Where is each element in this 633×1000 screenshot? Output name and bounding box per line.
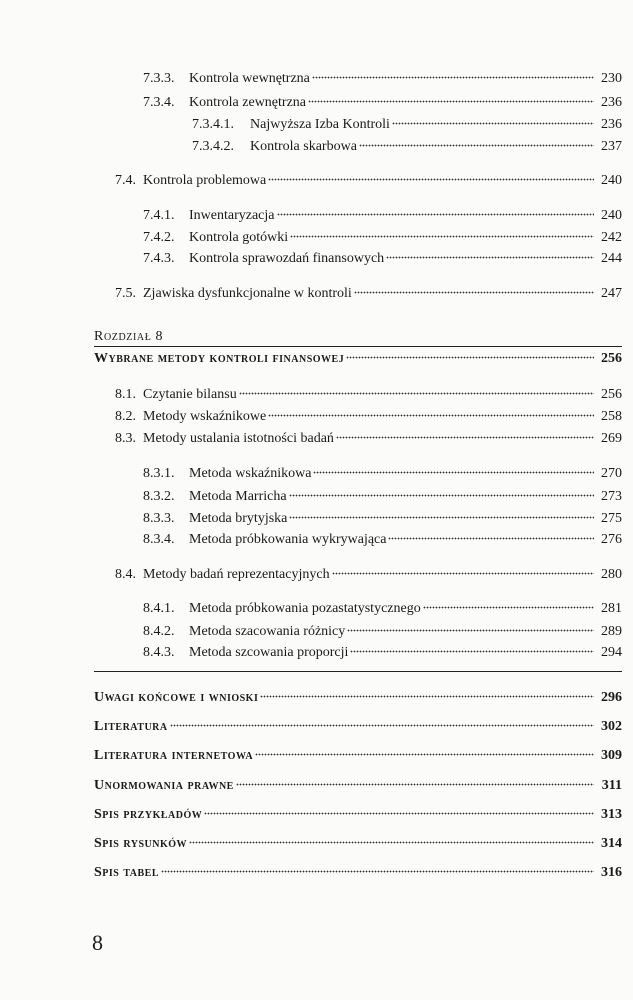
toc-entry-page: 236 [601,117,622,132]
toc-entry-number: 8.4.2. [143,624,175,639]
dot-leader [289,515,594,519]
dot-leader [347,628,594,632]
toc-entry-page: 247 [601,286,622,301]
toc-entry-title: Metoda próbkowania wykrywająca [189,532,387,547]
toc-entry-page: 240 [601,208,622,223]
toc-entry-title: Metoda Marricha [189,489,287,504]
toc-entry [143,600,622,618]
toc-entry-title: Kontrola skarbowa [250,139,357,154]
dot-leader [423,605,594,609]
dot-leader [313,470,594,474]
dot-leader [332,571,594,575]
toc-entry [143,229,622,247]
chapter-title: Wybrane metody kontroli finansowej [94,351,345,366]
toc-entry-page: 270 [601,466,622,481]
toc-entry [143,250,622,268]
toc-entry [143,623,622,641]
dot-leader [386,255,594,259]
back-matter-page: 296 [601,690,622,705]
toc-entry-number: 8.3.4. [143,532,175,547]
toc-entry-number: 8.3.1. [143,466,175,481]
toc-entry-title: Inwentaryzacja [189,208,275,223]
toc-entry-number: 7.4.3. [143,251,175,266]
toc-entry-page: 244 [601,251,622,266]
toc-entry-page: 294 [601,645,622,660]
toc-entry [143,644,622,662]
dot-leader [392,121,594,125]
toc-entry-page: 289 [601,624,622,639]
toc-entry-number: 8.3.2. [143,489,175,504]
dot-leader [189,840,594,844]
toc-entry-title: Metoda szacowania różnicy [189,624,346,639]
toc-entry-number: 7.4. [115,173,136,188]
toc-entry-title: Najwyższa Izba Kontroli [250,117,390,132]
toc-entry [143,94,622,112]
toc-entry-title: Metoda szcowania proporcji [189,645,349,660]
toc-entry-page: 275 [601,511,622,526]
toc-entry-page: 281 [601,601,622,616]
dot-leader [354,290,594,294]
dot-leader [336,435,594,439]
dot-leader [239,391,594,395]
dot-leader [308,99,594,103]
chapter-rule [94,346,622,347]
dot-leader [161,869,594,873]
dot-leader [268,177,594,181]
toc-entry-page: 256 [601,387,622,402]
back-matter-title: Unormowania prawne [94,778,234,793]
page-number: 8 [92,930,103,955]
toc-entry-page: 240 [601,173,622,188]
toc-entry-page: 276 [601,532,622,547]
toc-entry [143,488,622,506]
toc-entry-title: Metoda brytyjska [189,511,288,526]
toc-entry-number: 8.4. [115,567,136,582]
toc-entry [143,465,622,483]
toc-entry-number: 8.3.3. [143,511,175,526]
toc-entry-number: 8.3. [115,431,136,446]
toc-entry-number: 8.1. [115,387,136,402]
toc-entry [115,172,622,190]
back-matter-page: 314 [601,836,622,851]
dot-leader [277,212,595,216]
toc-entry-title: Kontrola problemowa [143,173,267,188]
toc-entry-page: 269 [601,431,622,446]
toc-entry [115,566,622,584]
toc-entry-title: Kontrola gotówki [189,230,289,245]
toc-entry [143,207,622,225]
back-matter-title: Spis tabel [94,865,160,880]
toc-entry-title: Metoda wskaźnikowa [189,466,312,481]
back-matter-entry [94,689,622,707]
back-matter-title: Spis rysunków [94,836,188,851]
toc-entry-title: Metody wskaźnikowe [143,409,267,424]
dot-leader [350,649,594,653]
toc-entry [115,386,622,404]
dot-leader [388,536,594,540]
toc-entry-number: 7.3.4.2. [192,139,234,154]
toc-entry-number: 7.5. [115,286,136,301]
toc-entry [115,408,622,426]
toc-entry [192,116,622,134]
toc-entry-page: 236 [601,95,622,110]
toc-entry-page: 258 [601,409,622,424]
toc-entry [143,510,622,528]
dot-leader [204,811,594,815]
back-matter-page: 316 [601,865,622,880]
toc-entry-title: Metoda próbkowania pozastatystycznego [189,601,421,616]
back-matter-title: Uwagi końcowe i wnioski [94,690,259,705]
toc-entry-page: 273 [601,489,622,504]
toc-entry-title: Metody badań reprezentacyjnych [143,567,330,582]
back-matter-entry [94,777,622,795]
toc-entry [192,138,622,156]
chapter-label: Rozdział 8 [94,329,164,344]
dot-leader [236,782,594,786]
back-matter-entry [94,747,622,765]
toc-entry-number: 7.3.3. [143,71,175,86]
back-matter-title: Literatura internetowa [94,748,254,763]
toc-entry-number: 7.4.2. [143,230,175,245]
dot-leader [359,143,594,147]
toc-entry-title: Kontrola wewnętrzna [189,71,310,86]
back-matter-title: Spis przykładów [94,807,203,822]
toc-entry-number: 7.4.1. [143,208,175,223]
toc-entry-title: Metody ustalania istotności badań [143,431,334,446]
toc-entry [143,70,622,88]
dot-leader [289,493,594,497]
dot-leader [260,694,594,698]
back-matter-page: 311 [601,778,622,793]
back-matter-title: Literatura [94,719,168,734]
back-matter-page: 313 [601,807,622,822]
section-rule [94,671,622,672]
toc-entry-number: 7.3.4.1. [192,117,234,132]
dot-leader [346,355,594,359]
back-matter-page: 309 [601,748,622,763]
back-matter-entry [94,864,622,882]
chapter-page: 256 [601,351,622,366]
dot-leader [312,75,594,79]
back-matter-page: 302 [601,719,622,734]
toc-entry [115,285,622,303]
toc-entry-page: 237 [601,139,622,154]
toc-entry-page: 280 [601,567,622,582]
toc-entry-title: Czytanie bilansu [143,387,237,402]
toc-entry-page: 230 [601,71,622,86]
toc-entry-number: 8.2. [115,409,136,424]
toc-entry-title: Kontrola zewnętrzna [189,95,306,110]
back-matter-entry [94,835,622,853]
dot-leader [268,413,594,417]
toc-entry-number: 8.4.3. [143,645,175,660]
toc-entry-title: Kontrola sprawozdań finansowych [189,251,385,266]
toc-entry-number: 7.3.4. [143,95,175,110]
toc-entry-number: 8.4.1. [143,601,175,616]
toc-entry [115,430,622,448]
back-matter-entry [94,718,622,736]
dot-leader [290,234,594,238]
dot-leader [255,752,594,756]
dot-leader [170,723,594,727]
back-matter-entry [94,806,622,824]
chapter-title-entry [94,350,622,368]
toc-entry [143,531,622,549]
toc-entry-title: Zjawiska dysfunkcjonalne w kontroli [143,286,352,301]
toc-entry-page: 242 [601,230,622,245]
